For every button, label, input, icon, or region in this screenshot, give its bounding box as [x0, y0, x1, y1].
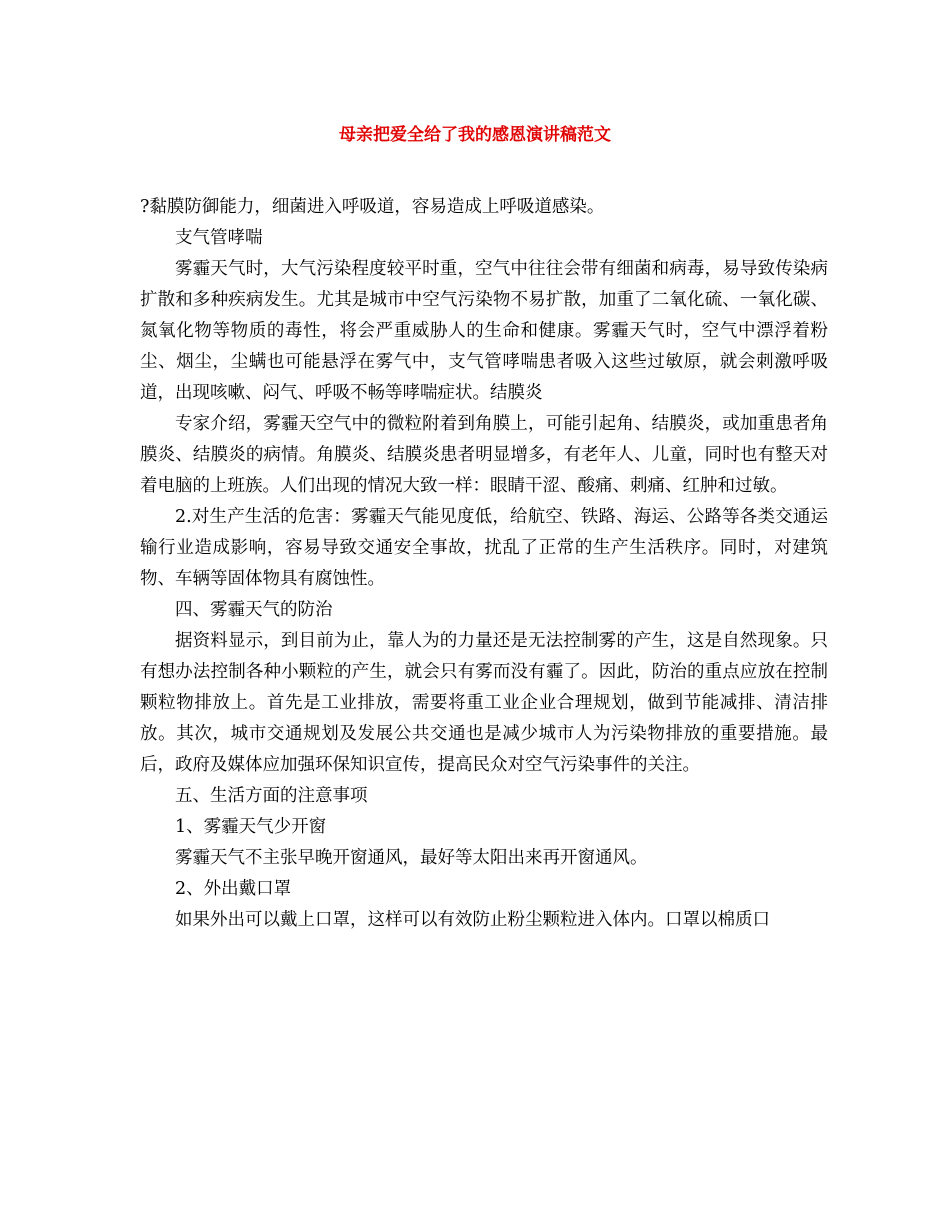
heading-wear-mask: 2、外出戴口罩: [175, 879, 292, 899]
document-title: 母亲把爱全给了我的感恩演讲稿范文: [339, 125, 611, 145]
paragraph-close-windows: 雾霾天气不主张早晚开窗通风，最好等太阳出来再开窗通风。: [175, 848, 648, 868]
paragraph-wear-mask: 如果外出可以戴上口罩，这样可以有效防止粉尘颗粒进入体内。口罩以棉质口: [175, 910, 770, 930]
paragraph-prevention: 据资料显示，到目前为止，靠人为的力量还是无法控制雾的产生，这是自然现象。只有想办法控制各种小颗粒的产生，就会只有雾而没有霾了。因此，防治的重点应放在控制颗粒物排放上。首先是工业排放，需要将重工业企业合理规划，做到节能减排、清洁排放。其次，城市交通规划及发展公共交通也是减少城市人为污染物排放的重要措施。最后，政府及媒体应加强环保知识宣传，提高民众对空气污染事件的关注。: [140, 631, 828, 775]
paragraph-production-hazards: 2.对生产生活的危害：雾霾天气能见度低，给航空、铁路、海运、公路等各类交通运输行业造成影响，容易导致交通安全事故，扰乱了正常的生产生活秩序。同时，对建筑物、车辆等固体物具有腐蚀性。: [140, 507, 828, 589]
paragraph-conjunctivitis: 专家介绍，雾霾天空气中的微粒附着到角膜上，可能引起角、结膜炎，或加重患者角膜炎、结膜炎的病情。角膜炎、结膜炎患者明显增多，有老年人、儿童，同时也有整天对着电脑的上班族。人们出现的情况大致一样：眼睛干涩、酸痛、刺痛、红肿和过敏。: [140, 414, 828, 496]
paragraph-asthma: 雾霾天气时，大气污染程度较平时重，空气中往往会带有细菌和病毒，易导致传染病扩散和多种疾病发生。尤其是城市中空气污染物不易扩散，加重了二氧化硫、一氧化碳、氮氧化物等物质的毒性，将会严重威胁人的生命和健康。雾霾天气时，空气中漂浮着粉尘、烟尘，尘螨也可能悬浮在雾气中，支气管哮喘患者吸入这些过敏原，就会刺激呼吸道，出现咳嗽、闷气、呼吸不畅等哮喘症状。结膜炎: [140, 259, 828, 403]
paragraph-mucosa-continuation: ?黏膜防御能力，细菌进入呼吸道，容易造成上呼吸道感染。: [140, 197, 605, 217]
heading-bronchial-asthma: 支气管哮喘: [175, 228, 263, 248]
heading-prevention: 四、雾霾天气的防治: [175, 600, 333, 620]
heading-close-windows: 1、雾霾天气少开窗: [175, 817, 327, 837]
document-body: [140, 192, 828, 936]
heading-daily-life-notes: 五、生活方面的注意事项: [175, 786, 368, 806]
